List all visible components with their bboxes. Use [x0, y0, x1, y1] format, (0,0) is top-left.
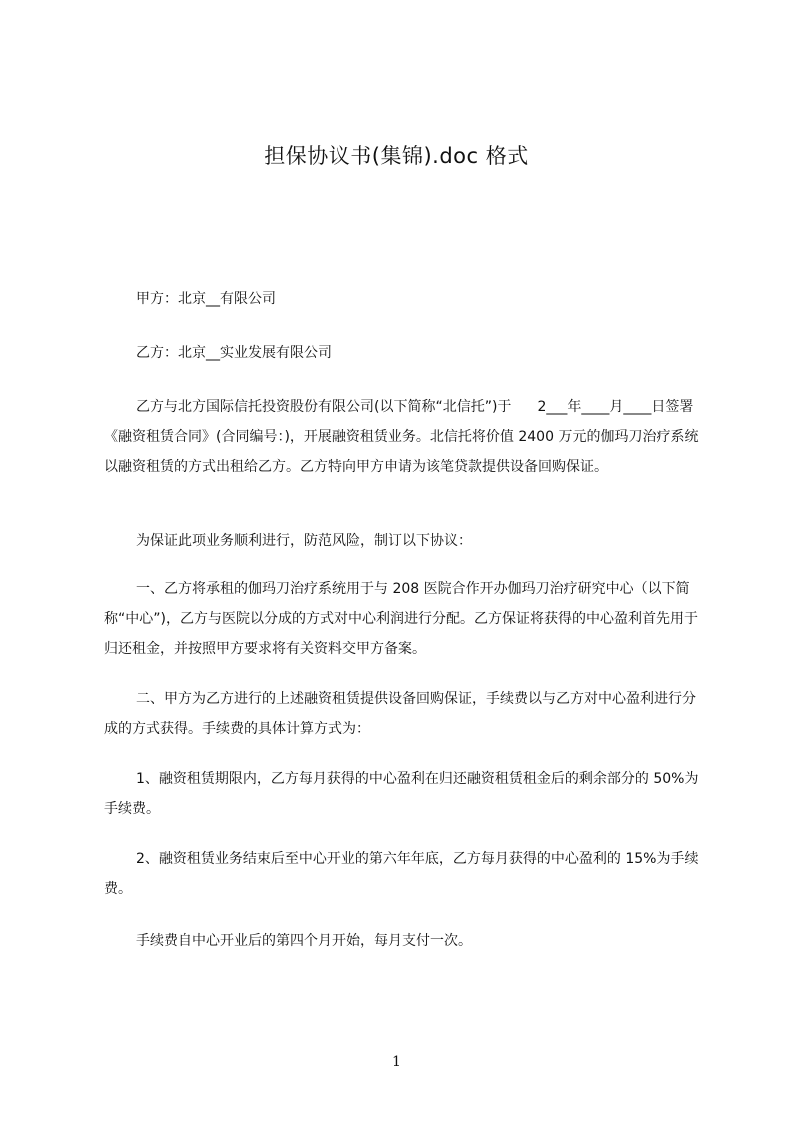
clause-2: 二、甲方为乙方进行的上述融资租赁提供设备回购保证，手续费以与乙方对中心盈利进行分成的方式获得。手续费的具体计算方式为：	[104, 691, 696, 737]
intro-text-part-2: __日签署《融资租赁合同》(合同编号：)，开展融资租赁业务。北信托将价值 2400 万元的伽玛刀治疗系统以融资租赁的方式出租给乙方。乙方特向甲方申请为该笔贷款提供设备回购保证。	[104, 399, 699, 475]
page-number: 1	[392, 1054, 401, 1070]
party-a-line: 甲方：北京__有限公司	[136, 291, 276, 307]
payment-note: 手续费自中心开业后的第四个月开始，每月支付一次。	[136, 933, 472, 949]
party-b-line: 乙方：北京__实业发展有限公司	[136, 345, 332, 361]
intro-paragraph	[104, 392, 704, 482]
clause-2-item-2: 2、融资租赁业务结束后至中心开业的第六年年底，乙方每月获得的中心盈利的 15%为手续费。	[104, 851, 699, 897]
clause-2-item-1: 1、融资租赁期限内，乙方每月获得的中心盈利在归还融资租赁租金后的剩余部分的 50%为手续费。	[104, 771, 699, 817]
purpose-paragraph: 为保证此项业务顺利进行，防范风险，制订以下协议：	[136, 533, 472, 549]
intro-text-part-1: 乙方与北方国际信托投资股份有限公司(以下简称“北信托”)于	[136, 399, 512, 415]
document-title: 担保协议书(集锦).doc 格式	[264, 144, 529, 168]
intro-date-blank: 2___年____月__	[537, 399, 638, 415]
clause-1: 一、乙方将承租的伽玛刀治疗系统用于与 208 医院合作开办伽玛刀治疗研究中心（以下简称“中心”)，乙方与医院以分成的方式对中心利润进行分配。乙方保证将获得的中心盈利首先用于归还租金，并按照甲方要求将有关资料交甲方备案。	[104, 581, 698, 657]
